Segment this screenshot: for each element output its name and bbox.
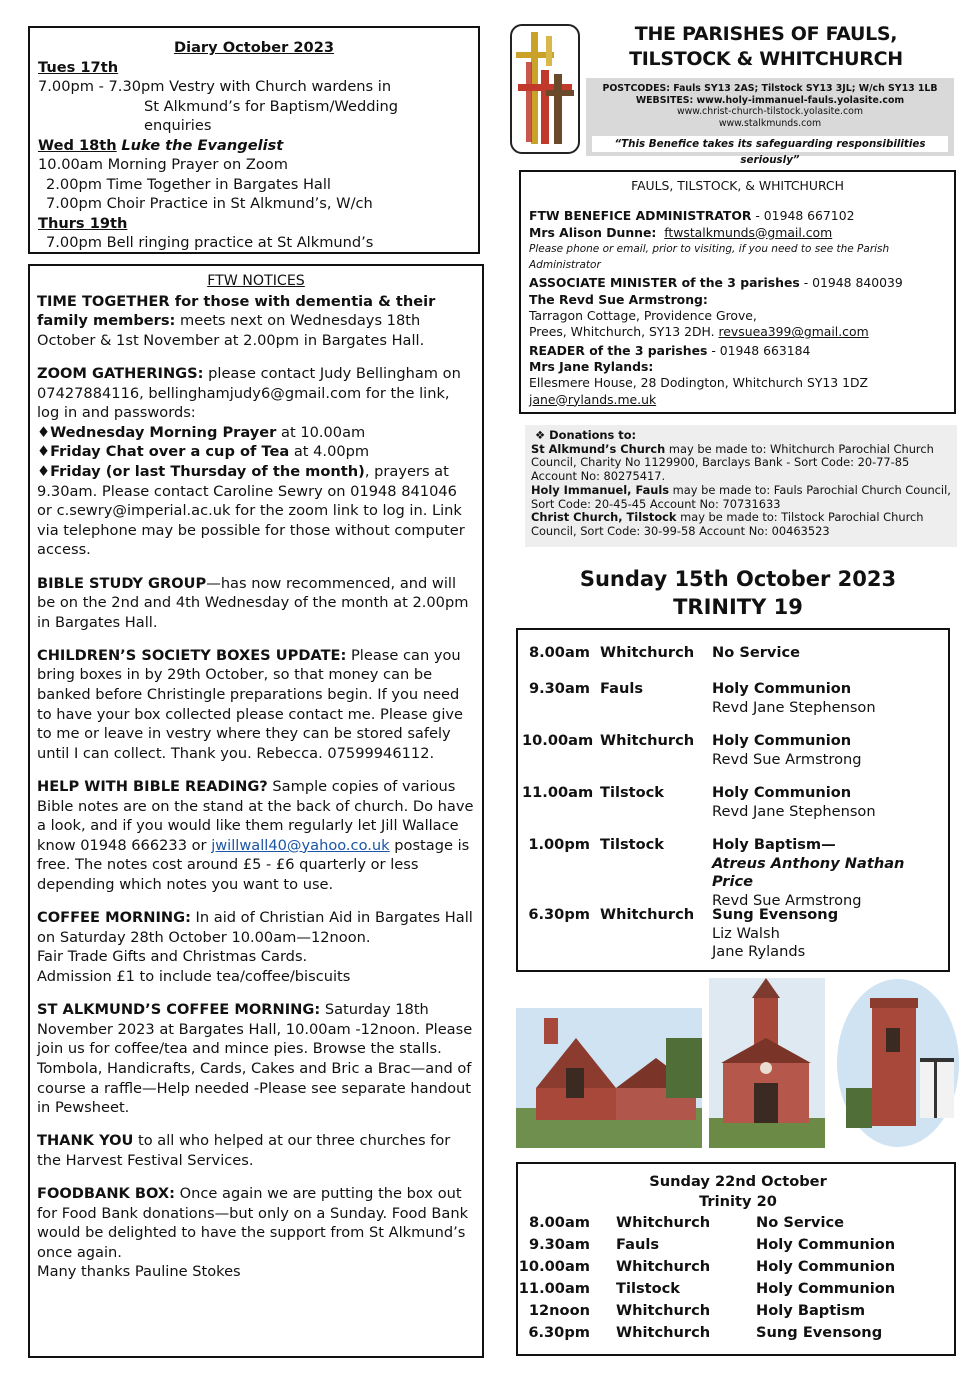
service-type: No Service — [756, 1214, 844, 1231]
reader-email-link[interactable]: jane@rylands.me.uk — [529, 391, 657, 407]
service-type: Holy Communion — [712, 680, 852, 697]
contact-info-banner — [586, 78, 954, 166]
service-type: Holy Baptism— — [712, 836, 836, 853]
assoc-name: The Revd Sue Armstrong: — [529, 291, 708, 307]
donations-title: ❖ Donations to: — [535, 428, 637, 442]
service-time: 12noon — [528, 1302, 590, 1319]
notice-body: postage is free. The notes cost around £5 - £6 quarterly or less depending which notes you want to use. — [37, 836, 470, 893]
admin-phone: - 01948 667102 — [751, 208, 855, 224]
assoc-email-link[interactable]: revsuea399@gmail.com — [718, 324, 869, 340]
notice-childrens-society — [37, 646, 475, 764]
parish-title — [596, 22, 936, 72]
service-place: Fauls — [616, 1236, 660, 1253]
notice-heading: CHILDREN’S SOCIETY BOXES UPDATE: — [37, 646, 347, 664]
donation-church: Christ Church, Tilstock — [531, 510, 677, 525]
service-place: Tilstock — [600, 836, 665, 853]
notice-body: Admission £1 to include tea/coffee/biscuits — [37, 967, 351, 985]
service-type: Holy Baptism — [756, 1302, 866, 1319]
diary-title: Diary October 2023 — [173, 39, 335, 56]
sunday22-services-box — [516, 1162, 956, 1356]
service-time: 11.00am — [518, 1280, 590, 1297]
service-type: Sung Evensong — [712, 906, 839, 923]
diary-feast: Luke the Evangelist — [121, 136, 284, 154]
notices-box — [28, 264, 484, 1358]
donation-church: Holy Immanuel, Fauls — [531, 482, 670, 497]
service-place: Whitchurch — [616, 1258, 711, 1275]
diary-thu-heading: Thurs 19th — [38, 214, 128, 232]
notice-time-together — [37, 292, 475, 351]
safeguarding-statement: “This Benefice takes its safeguarding responsibilities seriously” — [592, 136, 948, 152]
service-time: 8.00am — [528, 644, 590, 661]
tilstock-church-photo — [709, 978, 825, 1148]
diary-entry: St Alkmund’s for Baptism/Wedding enquiries — [144, 97, 399, 134]
notice-body: Saturday 18th November 2023 at Bargates Hall, 10.00am -12noon. Please join us for coffee/tea and mince pies. Browse the stalls. Tombola, Handicrafts, Cards, Cakes and Bric a Brac—and of course a raffle—Help needed -Please see separate handout in Pewsheet. — [37, 1001, 473, 1117]
diary-entry: 7.00pm - 7.30pm Vestry with Church wardens in — [38, 78, 392, 95]
notice-body: Once again we are putting the box out for Food Bank donations—but only on a Sunday. Food Bank would be delighted to have the support from St Alkmund’s once again. — [37, 1185, 469, 1261]
notice-heading: ZOOM GATHERINGS: — [37, 364, 204, 382]
service-place: Whitchurch — [616, 1302, 711, 1319]
sunday22-date: Sunday 22nd October — [649, 1173, 827, 1190]
service-detail: Atreus Anthony Nathan Price — [712, 854, 905, 890]
service-desc — [712, 784, 876, 821]
service-time: 1.00pm — [528, 836, 590, 853]
service-type: Holy Communion — [756, 1236, 896, 1253]
service-desc — [712, 836, 948, 910]
admin-note: Please phone or email, prior to visiting, if you need to see the Parish Administrator — [529, 242, 890, 272]
service-time: 11.00am — [522, 784, 594, 801]
service-detail: Liz Walsh — [712, 924, 780, 942]
parish-title-line: TILSTOCK & WHITCHURCH — [629, 48, 903, 70]
admin-email-link[interactable]: ftwstalkmunds@gmail.com — [664, 224, 833, 240]
service-time: 9.30am — [528, 1236, 590, 1253]
assoc-address: Prees, Whitchurch, SY13 2DH. — [529, 324, 719, 340]
notice-bible-reading — [37, 777, 475, 895]
notice-body: Fair Trade Gifts and Christmas Cards. — [37, 948, 308, 966]
notice-body: In aid of Christian Aid in Bargates Hall on Saturday 28th October 10.00am—12noon. — [37, 909, 473, 946]
notice-bullet: ♦Wednesday Morning Prayer — [37, 423, 277, 441]
service-type: Holy Communion — [756, 1280, 896, 1297]
service-time: 6.30pm — [528, 1324, 590, 1341]
notice-body: at 10.00am — [276, 423, 366, 441]
service-place: Fauls — [600, 680, 644, 697]
notice-body: meets next on Wednesdays 18th October & 1st November at 2.00pm in Bargates Hall. — [37, 312, 425, 349]
notice-zoom — [37, 364, 475, 560]
website-link[interactable]: www.christ-church-tilstock.yolasite.com — [676, 106, 864, 117]
crosses-icon — [512, 26, 578, 152]
service-desc — [712, 644, 800, 663]
admin-name: Mrs Alison Dunne: — [529, 224, 657, 240]
assoc-role: ASSOCIATE MINISTER of the 3 parishes — [529, 275, 800, 291]
fauls-church-photo — [516, 1008, 702, 1148]
whitchurch-church-photo — [837, 979, 959, 1147]
notice-body: please contact Judy Bellingham on 07427884116, bellinghamjudy6@gmail.com for the link, log in and passwords: — [37, 364, 461, 422]
parish-title-line: THE PARISHES OF FAULS, — [634, 23, 898, 45]
service-time: 10.00am — [518, 1258, 590, 1275]
service-place: Whitchurch — [616, 1324, 711, 1341]
service-type: Holy Communion — [712, 732, 852, 749]
donation-church: St Alkmund’s Church — [531, 441, 666, 456]
donation-details: may be made to: Whitchurch Parochial Church Council, Charity No 1129900, Barclays Bank - Sort Code: 20-77-85 Account No: 80275417. — [531, 441, 934, 484]
notice-bible-study — [37, 574, 475, 633]
church-photos-svg — [516, 978, 960, 1148]
service-type: No Service — [712, 644, 800, 661]
service-time: 6.30pm — [528, 906, 590, 923]
diary-tue-heading: Tues 17th — [38, 58, 119, 76]
diary-entry: 7.00pm Choir Practice in St Alkmund’s, W/ch — [46, 195, 373, 212]
reader-name: Mrs Jane Rylands: — [529, 358, 654, 374]
notice-body: at 4.00pm — [289, 443, 370, 461]
service-type: Sung Evensong — [756, 1324, 883, 1341]
notice-bullet: ♦Friday Chat over a cup of Tea — [37, 443, 290, 461]
service-place: Tilstock — [616, 1280, 681, 1297]
service-place: Whitchurch — [600, 732, 695, 749]
notice-heading: BIBLE STUDY GROUP — [37, 574, 207, 592]
diary-wed-heading: Wed 18th — [38, 136, 117, 154]
sunday22-trinity: Trinity 20 — [699, 1193, 777, 1210]
notice-body: , prayers at 9.30am. Please contact Caroline Sewry on 01948 841046 or c.sewry@imperial.ac.uk for the zoom link to log in. Link via telephone may be possible for those without computer access. — [37, 462, 465, 559]
sunday15-date: Sunday 15th October 2023 — [579, 567, 897, 591]
notice-heading: ST ALKMUND’S COFFEE MORNING: — [37, 1001, 321, 1019]
admin-heading: FAULS, TILSTOCK, & WHITCHURCH — [631, 178, 844, 193]
service-detail: Revd Jane Stephenson — [712, 802, 876, 820]
admin-contacts-box — [519, 170, 956, 414]
admin-role: FTW BENEFICE ADMINISTRATOR — [529, 208, 752, 224]
donation-details: may be made to: Tilstock Parochial Church Council, Sort Code: 30-99-58 Account No: 00463523 — [531, 510, 924, 538]
reader-role: READER of the 3 parishes — [529, 342, 708, 358]
service-time: 10.00am — [522, 732, 594, 749]
service-desc — [712, 906, 838, 962]
church-photos — [516, 978, 960, 1148]
notice-foodbank — [37, 1184, 475, 1282]
service-detail: Revd Jane Stephenson — [712, 698, 876, 716]
service-place: Tilstock — [600, 784, 665, 801]
diary-box — [28, 26, 480, 254]
service-detail: Jane Rylands — [712, 943, 806, 960]
assoc-address: Tarragon Cottage, Providence Grove, — [529, 308, 757, 324]
service-time: 8.00am — [528, 1214, 590, 1231]
service-desc — [712, 732, 862, 769]
sunday15-services-box — [516, 628, 950, 972]
service-desc — [712, 680, 876, 717]
reader-phone: - 01948 663184 — [707, 342, 811, 358]
notice-heading: COFFEE MORNING: — [37, 909, 191, 927]
notice-signature: Many thanks Pauline Stokes — [37, 1263, 241, 1281]
notice-heading: THANK YOU — [37, 1132, 134, 1150]
notice-thank-you — [37, 1131, 475, 1170]
service-detail: Revd Sue Armstrong — [712, 891, 862, 909]
notice-body: Sample copies of various Bible notes are on the stand at the back of church. Do have a look, and if you would like them regularly let Jill Wallace know 01948 666233 or — [37, 778, 474, 854]
service-place: Whitchurch — [600, 906, 695, 923]
notices-title: FTW NOTICES — [207, 273, 305, 289]
notice-heading: TIME TOGETHER for those with dementia & their family members: — [37, 292, 436, 330]
websites: WEBSITES: www.holy-immanuel-fauls.yolasite.com — [635, 94, 905, 106]
diary-entry: 7.00pm Bell ringing practice at St Alkmund’s — [46, 234, 374, 251]
diary-entry: 2.00pm Time Together in Bargates Hall — [46, 175, 331, 193]
donation-details: may be made to: Fauls Parochial Church Council, Sort Code: 20-45-45 Account No: 70731633 — [531, 482, 951, 511]
notice-coffee-morning — [37, 908, 475, 986]
donations-box — [525, 425, 957, 547]
notice-heading: FOODBANK BOX: — [37, 1185, 176, 1203]
reader-address: Ellesmere House, 28 Dodington, Whitchurch SY13 1DZ — [529, 375, 868, 391]
notice-heading: HELP WITH BIBLE READING? — [37, 778, 268, 796]
notice-body: Please can you bring boxes in by 29th October, so that money can be banked before Christingle preparations begin. If you need to have your box collected please contact me. Please give to me or leave in vestry where they can be stored safely until I can collect. Thank you. Rebecca. 07599946112. — [37, 646, 463, 762]
sunday15-title — [518, 565, 958, 621]
reading-email-link[interactable]: jwillwall40@yahoo.co.uk — [211, 836, 390, 854]
notice-body: —has now recommenced, and will be on the 2nd and 4th Wednesday of the month at 2.00pm in Bargates Hall. — [37, 574, 469, 631]
assoc-phone: - 01948 840039 — [799, 275, 903, 291]
service-detail: Revd Sue Armstrong — [712, 750, 862, 768]
notice-alkmunds-coffee — [37, 1000, 475, 1118]
crosses-logo — [510, 24, 580, 154]
service-place: Whitchurch — [616, 1214, 711, 1231]
service-time: 9.30am — [528, 680, 590, 697]
diary-entry: 10.00am Morning Prayer on Zoom — [38, 156, 288, 173]
sunday15-trinity: TRINITY 19 — [673, 595, 803, 619]
service-type: Holy Communion — [712, 784, 852, 801]
notice-bullet: ♦Friday (or last Thursday of the month) — [37, 462, 365, 480]
service-place: Whitchurch — [600, 644, 695, 661]
postcodes: POSTCODES: Fauls SY13 2AS; Tilstock SY13 3JL; W/ch SY13 1LB — [602, 83, 938, 94]
notice-body: to all who helped at our three churches for the Harvest Festival Services. — [37, 1132, 451, 1169]
website-link[interactable]: www.stalkmunds.com — [718, 117, 822, 129]
service-type: Holy Communion — [756, 1258, 896, 1275]
